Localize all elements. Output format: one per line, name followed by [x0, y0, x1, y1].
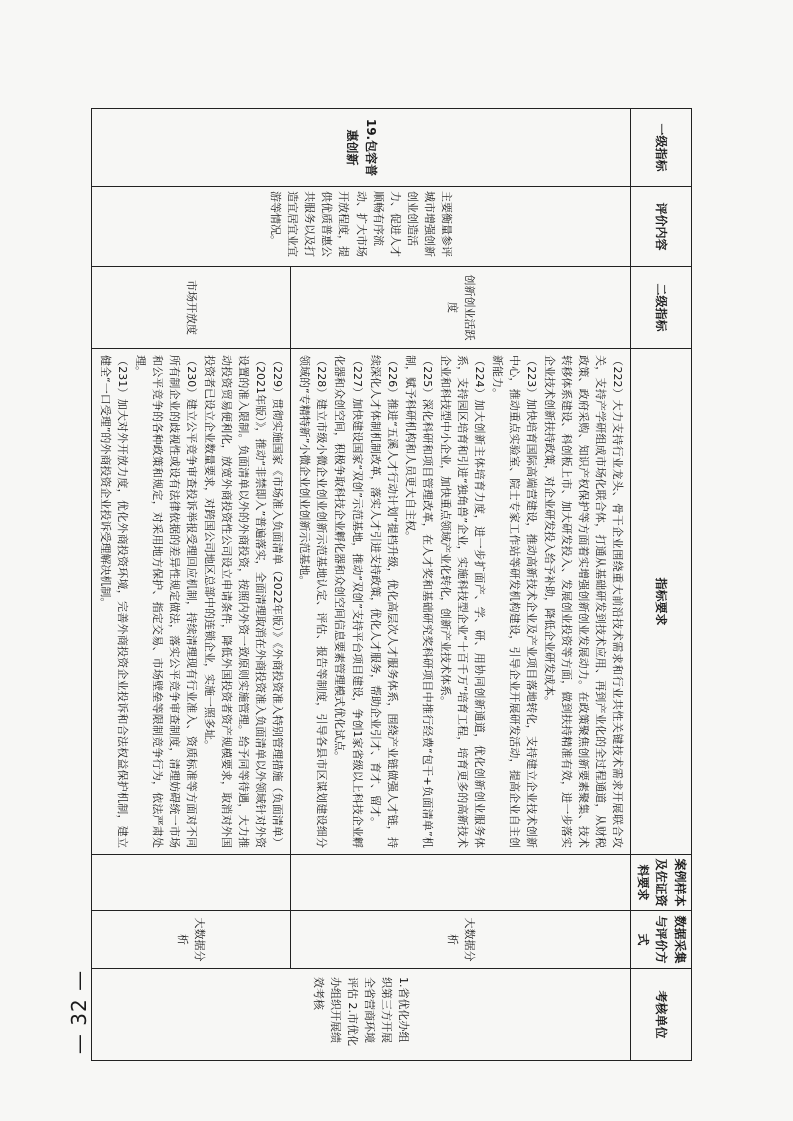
assessment-unit: 1.省优化办组织第三方开展全省营商环境评估 2.市优化办组织开展绩效考核 — [91, 969, 630, 1061]
level2-indicator: 创新创业活跃度 — [291, 267, 631, 349]
requirement-item: （227）加快建设国家“双创”示范基地，推动“双创”支持平台项目建设，争创1家省级以上科技企业孵化器和众创空间，积极争取科技企业孵化器和众创空间信息要素管理模式优化试点。 — [333, 355, 364, 848]
header-level1: 一级指标 — [631, 109, 692, 187]
header-level2: 二级指标 — [631, 267, 692, 349]
level2-indicator: 市场开放度 — [91, 267, 291, 349]
evaluation-table — [91, 108, 692, 1061]
case-samples-cell — [291, 855, 631, 911]
table-row — [291, 109, 631, 1061]
table-header-row — [631, 109, 692, 1061]
rotated-table-container — [98, 108, 692, 1060]
page-number: — 32 — — [67, 969, 91, 1055]
requirement-item: （224）加大创新主体培育力度，进一步扩面产、学、研、用协同创新通道，优化创新创业服务体系，支持园区培育和引进“独角兽”企业，实施科技型企业“十百千万”培育工程，培育更多的高新技术企业和科技型中小企业，加快重点领域产业化转化，创新产业技术体系。 — [438, 355, 486, 848]
header-case-samples: 案例样本及佐证资料要求 — [631, 855, 692, 911]
requirement-item: （222）大力支持行业龙头、骨干企业围绕重大前沿技术需求和行业共性关键技术需求开展联合攻关，支持产学研组成市场化联合体，打通从基础研发到技术应用、再到产业化的全过程通道，从财税政策、政府采购、知识产权保护等方面着实增强创新创业发展动力。在政策聚焦创新要素聚集、技术转移体系建设、科创板上市、加大研发投入、发展创业投资等方面，做到扶持精准有效，进一步落实企业技术创新扶持政策，对企业研发投入给予补助，降低企业研发成本。 — [543, 355, 625, 848]
requirement-item: （229）贯彻实施国家《市场准入负面清单（2022年版）》《外商投资准入特别管理措施（负面清单）（2021年版）》，推动“非禁即入”普遍落实，全面清理取消在外商投资准入负面清单以外领域针对外资设置的准入限制。负面清单以外的外商投资，按照内外资一致原则实施管理。给予同等待遇，大力推动投资贸易便利化，放宽外商投资性公司设立申请条件，降低外国投资者资产规模要求，取消对外国投资者已设立企业数量要求，对跨国公司地区总部中的连锁企业，实施一照多址。 — [203, 355, 285, 848]
requirement-item: （226）推进“五溪人才行动计划”提档升级，优化高层次人才服务体系，围绕产业链做强人才链，持续深化人才体制机制改革，落实人才引进支持政策，优化人才服务，帮助企业引才、育才、留才。 — [368, 355, 399, 848]
requirements-cell — [91, 349, 291, 855]
data-method-cell: 大数据分析 — [291, 911, 631, 969]
header-unit: 考核单位 — [631, 969, 692, 1061]
level1-indicator: 19.包容普惠创新 — [91, 109, 630, 187]
requirement-item: （223）加快培育国际高端营建设，推动高新技术企业及产业项目落地转化，支持建立企业技术创新中心，推动重点实验室、院士专家工作站等研发机构建设，引导企业开展研发活动，提高企业自主创新能力。 — [490, 355, 538, 848]
requirement-item: （225）深化科研和项目管理改革，在人才奖和基础研究奖科研项目中推行经费“包干+负面清单”机制，赋予科研机构和人员更大自主权。 — [403, 355, 434, 848]
requirement-item: （228）建立市级小微企业创业创新示范基地认定、评估、报告等制度，引导各县市区谋划建设细分领域的“专精特新”小微企业创业创新示范基地。 — [298, 355, 329, 848]
requirements-cell — [291, 349, 631, 855]
requirement-item: （231）加大对外开放力度，优化外商投资环境，完善外商投资企业投诉和合法权益保护机制，建立健全“一口受理”的外商投资企业投诉受理解决机制。 — [98, 355, 129, 848]
header-content: 评价内容 — [631, 187, 692, 267]
case-samples-cell — [91, 855, 291, 911]
header-data-method: 数据采集与评价方式 — [631, 911, 692, 969]
data-method-cell: 大数据分析 — [91, 911, 291, 969]
header-requirements: 指标要求 — [631, 349, 692, 855]
requirement-item: （230）建立公平竞争审查投诉举报受理回应机制，持续清理现有行业准入、资质标准等方面对不同所有制企业的歧视性或设有法律依据的差异性规定做法，落实公平竞争审查制度，清理妨碍统一市场和公平竞争的各种政策和规定，对采用地方保护、指定交易、市场壁垒等限制竞争行为，依法严肃处理。 — [133, 355, 199, 848]
evaluation-content: 主要衡量参评城市增强创新创业创造活力、促进人才顺畅有序流动、扩大市场开放程度，提供优质普惠公共服务以及打造宜居宜业宜游等情况。 — [91, 187, 630, 267]
